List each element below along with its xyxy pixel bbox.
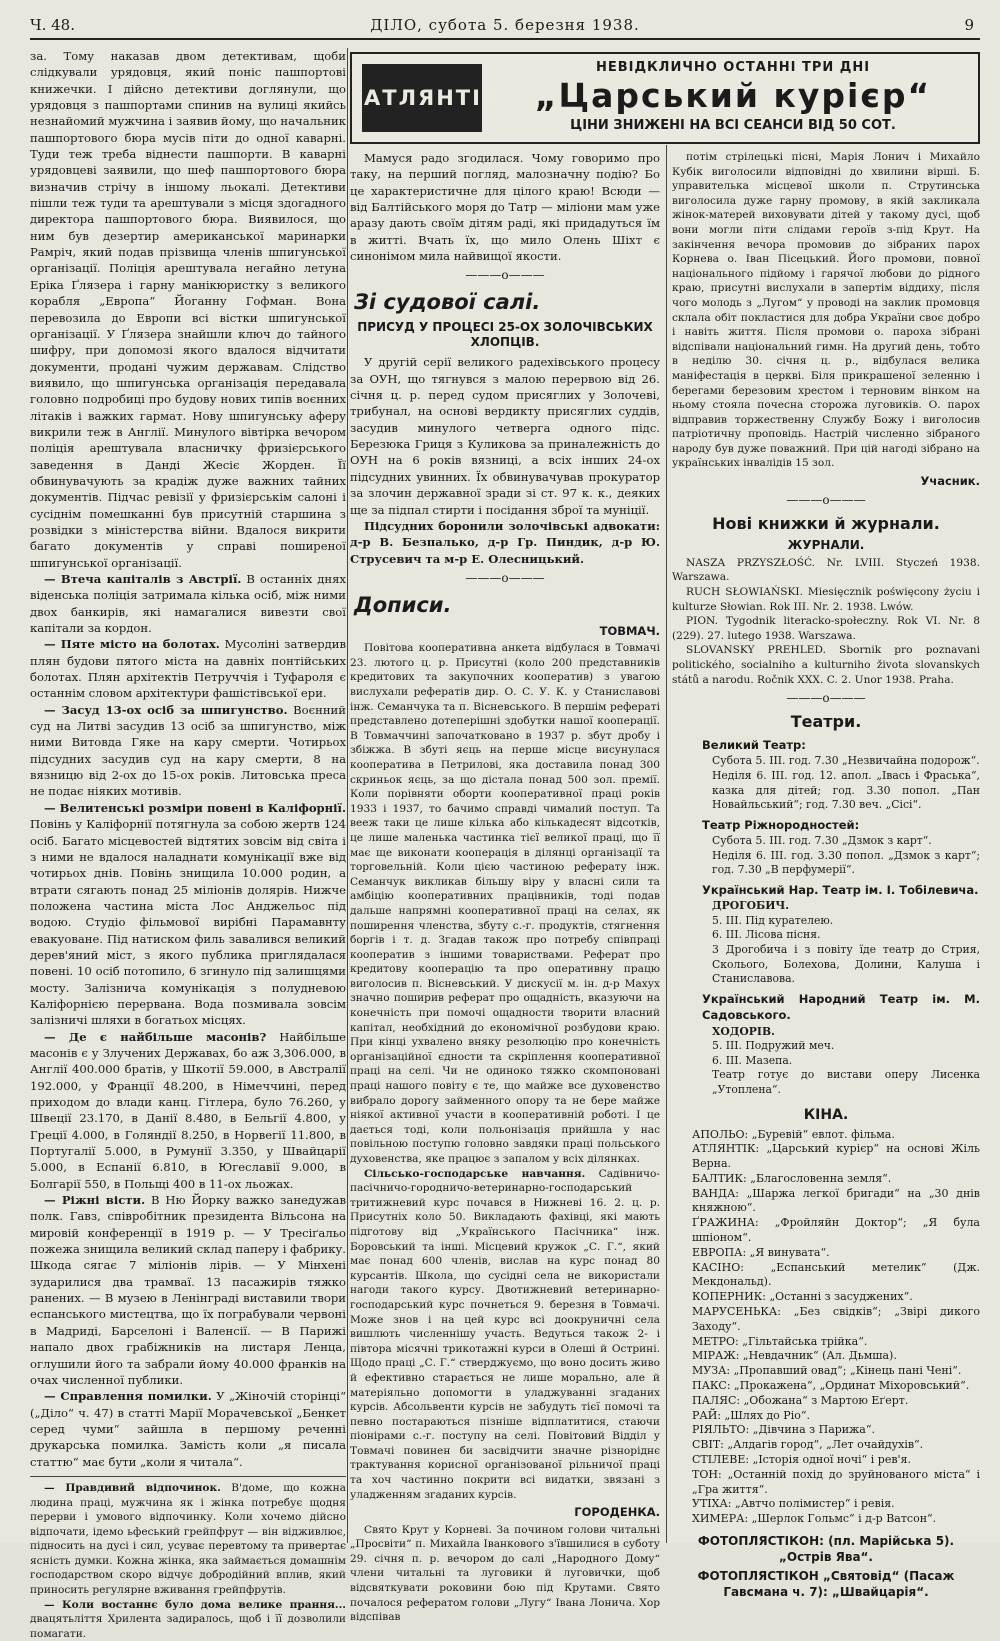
journals-heading: ЖУРНАЛИ. xyxy=(787,538,865,553)
ad-divider xyxy=(30,1476,346,1477)
news-item xyxy=(30,702,346,800)
cinema-ad xyxy=(350,52,980,144)
cinema-entry: МІРАЖ: „Невдачник“ (Ал. Дьмша). xyxy=(692,1349,897,1363)
news-headline: — Де є найбільше масонів? xyxy=(44,1029,267,1044)
cinema-entry: УТІХА: „Автчо полімистер“ і ревія. xyxy=(692,1497,895,1511)
cinema-entry: КОПЕРНИК: „Останні з засуджених“. xyxy=(692,1290,913,1304)
cinema-entry: ЕВРОПА: „Я винувата“. xyxy=(692,1245,830,1259)
news-headline: — Велитенські розміри повені в Каліфорнії. xyxy=(44,800,346,815)
theatre-line: Театр готує до вистави оперу Лисенка „Утоплена“. xyxy=(712,1068,980,1096)
page-header xyxy=(30,14,980,40)
theatre-name: Театр Ріжнородностей: xyxy=(702,817,860,832)
cinema-entry: КАСІНО: „Еспанський метелик“ (Дж. Мекдональд). xyxy=(692,1260,980,1289)
column-1 xyxy=(30,48,347,1640)
theatre-line: Субота 5. ІІІ. год. 7.30 „Дзмок з карт“. xyxy=(712,834,932,848)
news-headline: — Ріжні вісти. xyxy=(44,1193,146,1208)
news-text: Повінь у Каліфорнії потягнула за собою жертв 124 осіб. Багато місцевостей відтятих зовсім від світа і з ними не вдалося наладнати комунікації вже від чотирьох днів. Повінь знищила 10.000 родин, а втрати сягають понад 25 міліонів долярів. Нижче положена частина міста Лос Анджельос під водою. Студіо фільмової вирібні Парамавнту евакуоване. Під натиском филь завалився великий дерев'яний міст, з якого публика приглядалася повені. 10 осіб потопило, 6 згинуло під залишцями мосту. Залізнича комунікація з полудневою Каліфорнією перервана. Вода позмивала зовсім залізничі шляхи в богатьох місцях. xyxy=(30,817,346,1028)
news-item xyxy=(30,571,346,636)
theatre-line: Неділя 6. ІІІ. год. 12. апол. „Івась і Фраська“, казка для дітей; год. 3.30 попол. „Пан Новайльський“; год. 7.30 веч. „Сісі“. xyxy=(712,769,980,812)
journal-entry: SLOVANSKY PREHLED. Sbornik pro poznavani politického, socialniho a kulturniho života slovanskych států a narodu. Ročnik XXX. C. 2. Unor 1938. Praha. xyxy=(672,644,980,686)
theatre-line: Субота 5. ІІІ. год. 7.30 „Незвичайна подорож“. xyxy=(712,754,980,768)
news-item xyxy=(30,1029,346,1192)
news-headline: — Втеча капіталів з Австрії. xyxy=(44,572,242,586)
cinema-entry: МЕТРО: „Гільтайська трійка“. xyxy=(692,1334,868,1348)
page-number: 9 xyxy=(964,16,974,34)
column-divider xyxy=(666,145,667,1543)
news-headline: — Правдивий відпочинок. xyxy=(44,1481,221,1494)
section-separator: ———o——— xyxy=(465,570,545,585)
cinema-entry: РАЙ: „Шлях до Ріо“. xyxy=(692,1408,810,1422)
court-section-heading: Зі судової салі. xyxy=(354,290,541,315)
books-heading: Нові книжки й журнали. xyxy=(712,514,940,534)
cinema-entry: АТЛЯНТІК: „Царський курієр“ на основі Жіль Верна. xyxy=(692,1142,980,1171)
news-item xyxy=(30,1388,346,1470)
cinema-entry: СТІЛЕВЕ: „Історія одної ночі“ і рев'я. xyxy=(692,1453,911,1467)
news-text: У „Жіночій сторінці“ („Діло“ ч. 47) в статті Марії Морачевської „Бенкет серед чуми“ зайшла в першому реченні друкарська помилка. Замість коли „я писала статтю“ має бути „коли я читала“. xyxy=(30,1389,346,1469)
news-text: Мусоліні затвердив плян будови пятого міста на давніх понтійських болотах. Плян архітектів Петруччія і Туфароля є останнім словом архітектури фашістівської ери. xyxy=(30,637,347,701)
theatre-line: 3 Дрогобича і з повіту їде театр до Стрия, Сколього, Болехова, Долини, Калуша і Станиславова. xyxy=(712,943,980,986)
cinema-entry: ТОН: „Останній похід до зруйнованого міста“ і „Гра життя“. xyxy=(692,1467,980,1496)
theatres-heading: Театри. xyxy=(790,712,862,732)
cinema-entry: ҐРАЖИНА: „Фройляйн Доктор“; „Я була шпіоном“. xyxy=(692,1216,980,1245)
column-2 xyxy=(350,150,661,1624)
news-item xyxy=(30,1192,346,1388)
fotoplastikon-listing: ФОТОПЛЯСТІКОН „Святовід“ (Пасаж Гавсмана ч. 7): „Швайцарія“. xyxy=(697,1568,955,1600)
theatre-name: Український Нар. Театр ім. І. Тобілевича. xyxy=(702,882,979,897)
theatre-line: 6. ІІІ. Лісова пісня. xyxy=(712,928,821,942)
section-separator: ———o——— xyxy=(786,493,866,508)
article-paragraph: за. Тому наказав двом детективам, щоби слідкували урядовця, який поніс пашпортові книжечки. І дійсно детективи доглянули, що урядовця з пашпортами спинив на вулиці якийсь незнайомий мужчина і заявив йому, що начальник пашпортового бюра мусів піти до одної каварні. Туди теж треба віднести пашпорти. В каварні урядовцеві заявили, що шеф пашпортового бюра визначив стрічу в іншому льокалі. Детективи пішли теж туди та арештували з місця здогадного директора пашпортового бюра. Виявилося, що ним був дезертир американської маринарки Рамріч, який подав прізвища членів шпигунської організації. Поліція арештувала негайно летуна Еріка Ґлязера і гарну манікюристку з великого корабля „Европа“ Йоганну Гофман. Вона перевозила до Европи всі вістки шпигунської організації. У Ґлязера знайшли ключ до тайного шифру, при допомозі якого вдалося відчитати документи, продані чужим державам. Слідство виявило, що шпигунська організація передавала головно подробиці про будову нових типів воєнних літаків і важких гармат. Нову шпигунську аферу викрили теж в Англії. Минулого вівтірка вечором поліція арештувала власничку фризієрського заведення в Данді Жесіє Жорден. Її обвинувачують за крадіж дуже важних тайних документів. Підчас ревізії у фризієрськім салоні і сусіднім помешканні був присутній старшина з розвідки з міністерства війни. Вдалося викрити багато документів у справі поширеної шпигунської організації. xyxy=(30,49,347,570)
advertorial xyxy=(30,1598,346,1641)
ad-prices: ЦІНИ ЗНИЖЕНІ НА ВСІ СЕАНСИ ВІД 50 СОТ. xyxy=(570,118,896,133)
cinema-entry: ПАЛЯС: „Обожана“ з Мартою Еґерт. xyxy=(692,1393,909,1407)
newspaper-title: ДІЛО, субота 5. березня 1938. xyxy=(370,16,640,34)
article-paragraph: Повітова кооперативна анкета відбулася в Товмачі 23. лютого ц. р. Присутні (коло 200 представників кредитових та закупочних кооператив) з увагою вислухали рефератів дир. О. С. У. К. у Станиславові інж. Семанчука та п. Вісневського. В першім рефераті представлено дотеперішні здобутки нашої кооперації. В Товмаччині започатковано в 1937 р. збут дробу і збіжжа. В збуті яєць на перше місце висунулася кооператива в Петрилові, яка доставила понад 300 скриньок яєць, за що дістала понад 500 зол. премії. Коли порівняти оборти кооперативної праці років 1933 і 1937, то бачимо справді чималий поступ. Та вееж таки це лише кілька або кількадесят відсотків, це лише маленька частинка тієї великої праці, що її має ще виконати кооперація в ділянці організації та торговельній. Коли цією частиною реферату інж. Семанчук викликав більшу віру у власні сили та амбіцію кооперативних працівників, тоді подав дальше напрямні кооперативної праці на селах, як поширення членства, збуту с.-г. продуктів, стягнення боргів і т. д. Згадав також про потребу співпраці кооператив з іншими товариствами. Реферат про кредитову кооперацію та про оперативну працю виголосив п. Вісневський. У дискусії м. ін. д-р Махух значно поширив реферат про ощадність, вказуючи на конечність при помочі ощадности творити власний капітал, необхідний до економічної розбудови краю. При кінці ухвалено вняку резолюцію про конечність організаційної єдности та скріплення кооперативної праці на селі. Чи не одиноко тяжко скомпоновані праці нашого повіту є те, що майже все духовенство вибрало дорогу займенного опору та не бере майже ніякої активної участи в кооперативній роботі. І це дається тоді, коли польонізація прийшла у нас повільною поступю головно завдяки праці польського духовенства, яке працює з запалом у всіх ділянках. xyxy=(350,642,660,1165)
dateline: ГОРОДЕНКА. xyxy=(574,1505,660,1520)
cinema-entry: РІЯЛЬТО: „Дівчина з Парижа“. xyxy=(692,1423,875,1437)
news-text: двацятьліття Хрилента задиралось, щоб і її дозволили помагати. xyxy=(30,1613,346,1640)
news-headline: — Пяте місто на болотах. xyxy=(44,637,220,652)
news-text: В останніх днях віденська поліція затримала кілька осіб, між ними двох банкирів, які намагалися вивезти свої капітали за кордон. xyxy=(30,572,347,636)
journal-entry: RUCH SŁOWIAŃSKI. Miesięcznik poświęcony życiu i kulturze Słowian. Rok III. Nr. 2. 1938. Lwów. xyxy=(672,585,980,613)
article-signature: Учасник. xyxy=(920,474,980,489)
cinema-brand: АТЛЯНТІК xyxy=(362,64,482,132)
dateline: ТОВМАЧ. xyxy=(599,623,660,638)
article-paragraph: Свято Крут у Корневі. За почином голови читальні „Просвіти“ п. Михайла Іванкового з'ївшилися в суботу 29. січня п. р. вечором до салі „Народного Дому“ члени читальні та луговики й луговички, щоб відсвяткувати роковини бою під Крутами. Свято почалося рефератом голови „Лугу“ Івана Лонича. Хор відспівав xyxy=(350,1523,660,1624)
news-text: Найбільше масонів є у Злучених Державах, бо аж 3,306.000, в Англії 400.000 братів, у Шкотії 59.000, в Австралії 192.000, у Франції 48.200, в Німеччині, перед приходом до влади канц. Гітлера, було 76.260, у Швеції 23.170, в Данії 8.480, в Бельгії 4.800, у Греції 4.000, в Голяндії 8.250, в Норвегії 11.800, в Португалії 5.000, в Румунії 3.350, у Швайцарії 5.000, в Еспанії 6.810, в Югеславії 9.000, в Болгарії 550, в Польщі 400 в 11-ох льожах. xyxy=(30,1029,346,1191)
cinema-list xyxy=(672,1128,980,1528)
section-separator: ———o——— xyxy=(465,268,545,283)
theatre-line: 5. ІІІ. Під куратeлею. xyxy=(712,913,834,927)
column-divider xyxy=(347,48,348,1543)
cinema-entry: БАЛТИК: „Благословенна земля“. xyxy=(692,1171,892,1185)
article-paragraph: Підсудних боронили золочівські адвокати: д-р В. Безпалько, д-р Гр. Пиндик, д-р Ю. Струсевич та м-р Е. Олесницький. xyxy=(350,518,660,566)
theatre-city: ДРОГОБИЧ. xyxy=(712,899,790,913)
news-headline: — Справлення помилки. xyxy=(44,1389,212,1404)
paragraph-heading: Сільсько-господарське навчання. xyxy=(364,1167,586,1180)
issue-number: Ч. 48. xyxy=(30,16,75,34)
theatre-line: 5. ІІІ. Подружий меч. xyxy=(712,1039,835,1053)
article-paragraph: Мамуся радо згодилася. Чому говоримо про таку, на перший погляд, малозначну подію? Бо це характеристичне для цілого краю! Всюди — від Балтійського моря до Татр — міліони мам уже аразу дають своїм дітям раді, які придадуться їм в житті. Вчать їх, що мило Олень Шіхт є синонімом мила найвищої якости. xyxy=(350,151,660,264)
section-separator: ———o——— xyxy=(786,691,866,706)
correspondence-heading: Дописи. xyxy=(354,592,452,617)
cinema-entry: МАРУСЕНЬКА: „Без свідків“; „Звірі дикого Заходу“. xyxy=(692,1305,980,1333)
cinema-entry: ПАКС: „Прокажена“, „Ординат Міхоровський“. xyxy=(692,1379,970,1393)
news-item xyxy=(30,800,346,1029)
cinema-entry: СВІТ: „Алдагів город“, „Лет очайдухів“. xyxy=(692,1438,924,1452)
journal-entry: PION. Tygodnik literacko-społeczny. Rok VI. Nr. 8 (229). 27. lutego 1938. Warszawa. xyxy=(672,615,980,642)
column-3 xyxy=(672,150,980,1600)
cinema-entry: ХИМЕРА: „Шерлок Гольмс“ і д-р Ватсон“. xyxy=(692,1512,937,1526)
article-paragraph: потім стрілецькі пісні, Марія Лонич і Михайло Кубік виголосили відповідні до хвилини вірші. Б. управителька місцевої школи п. Струтинська виголосила дуже гарну промову, в якій закликала жінок-матерей виховувати дітей у такому дусі, щоб вони могли піти слідами героїв з-під Крут. На закінчення вечора промовив до зібраних парох Корнева о. Іван Пісецький. Його промови, повної національного підйому і гарячої любови до рідного краю, присутні вислухали в запертім віддиху, після чого молодь з „Лугом“ у проводі на заклик промовця склала обіт покластися для добра України своє добро і навіть життя. Після промови о. пароха зібрані відспівали національний гимн. На другий день, тобто в неділю 30. січня ц. р., відбулася велика маніфестація в церкві. Біля прикрашеної зеленню і берегами березовим хрестом і терновим вінком на ньому стояла почесна сторожа луговиків. О. парох відправив торжественну Службу Божу і виголосив патріотичну проповідь. Настрій численно зібраного народу був дуже поважний. При цій нагоді зібрано на українських інвалідів 15 зол. xyxy=(672,151,980,470)
news-headline: — Коли востаннє було дома велике прання... xyxy=(44,1598,346,1611)
article-paragraph xyxy=(350,1167,660,1503)
news-text: В'доме, що кожна людина праці, мужчина як і жінка потребує щодня перерви і умового відпочинку. Коли хочемо дійсно відпочати, ідемо ьфеський грейпфрут — він відживлює, підносить на дусі і сил, усуває перевтому та привертає ясність думки. Кожна жінка, яка займається домашнім господарством скоро відчує добродійний вплив, який приносить регулярне вживання грейпфрутів. xyxy=(30,1481,346,1597)
article-paragraph: У другій серії великого радехівського процесу за ОУН, що тягнувся з малою перервою від 26. січня ц. р. перед судом присяглих у Золочеві, трибунал, на основі вердикту присяглих суддів, засудив минулого четверга одного підс. Березюка Гриця з Куликова за приналежність до ОУН на 6 років вязниці, а всіх інших 24-ох підсудних увинних. Їх обвинувачував прокуратор за злочин державної зради зі ст. 97 к. к., деяких ще за підпал стирти і посідання зброї та муніції. xyxy=(350,355,660,517)
news-text: В Ню Йорку важко занедужав полк. Гавз, співробітник президента Вільсона на мировій конференції в 1919 р. — У Тресіґальо пожежа знищила великий склад паперу і фабрику. Шкода сягає 7 міліонів лірів. — У Мінхені зударилися два трамваї. 13 пасажирів тяжко ранених. — В музею в Ленінграді виставили твори еспанського мистецтва, що їх пограбували червоні в Мадриді, Барселоні і Валенсії. — В Парижі напало двох грабіжників на листаря Ленца, оглушили його та забрали йому 40.000 франків на очах численної публики. xyxy=(30,1193,346,1387)
cinema-entry: МУЗА: „Пропавший овад“; „Кінець пані Чені“. xyxy=(692,1364,962,1378)
cinemas-heading: КІНА. xyxy=(803,1106,849,1123)
theatre-city: ХОДОРІВ. xyxy=(712,1024,775,1038)
news-text: Воєнний суд на Литві засудив 13 осіб за шпигунство, між ними Витовда Гяке на кару смерти. Чотирьох підсудних засудив суд на кару смерти, 8 на вязницю від 2-ох до 15-ох років. Литовська преса не подає ніяких мотивів. xyxy=(30,702,346,799)
cinema-entry: АПОЛЬО: „Буревій“ евлот. фільма. xyxy=(692,1127,895,1141)
news-item xyxy=(30,636,346,701)
ad-film-title: „Царський курієр“ xyxy=(534,76,932,115)
theatre-name: Великий Театр: xyxy=(702,738,806,753)
ad-topline: НЕВІДКЛИЧНО ОСТАННІ ТРИ ДНІ xyxy=(595,60,871,75)
theatre-line: Неділя 6. ІІІ. год. 3.30 попол. „Дзмок з карт“; год. 7.30 „В перфумерії“. xyxy=(712,848,980,877)
theatre-line: 6. ІІІ. Мазепа. xyxy=(712,1053,793,1067)
advertorial xyxy=(30,1481,346,1598)
cinema-entry: ВАНДА: „Шаржа легкої бригади“ на „30 днів княжною“. xyxy=(692,1186,980,1215)
paragraph-text: Садівничо-пасічничо-городничо-ветеринарно-господарський тритижневий курс почався в Нижневі 16. 2. ц. р. Присутніх коло 50. Викладають фахівці, які мають підготову від „Українського Пасічника“ інж. Боровський та інші. Місцевий кружок „С. Г.“, який має понад 600 членів, вислав на курс понад 80 курсантів. Школа, що сусідні села не використали нагоди такого курсу. Двотижневий ветеринарно-господарський курс почнеться 9. березня в Товмачі. Може знов і на цей курс всі доокруничні села вишлють численнішу участь. Ведуться також 2- і півтора місячні трикотажні курси в Олеші й Острині. Щодо праці „С. Г.“ стверджуємо, що воно досить живо й ефективно старається не лише морально, але й матеріяльно допомогти в уладжуванні згаданих курсів. Абсольвенти курсів не забудуть тієї помочі та певно постараються пізніше відплатитися, стаючи піонірами с.-г. поступу на селі. Повітовий Відділ у Товмачі повинен би засвідчити значне різноріднє трактування корисної організованої рільничої праці та хоч частинно покрити всі видатки, звязані з уладженням згаданих курсів. xyxy=(350,1167,661,1501)
court-subheading: ПРИСУД У ПРОЦЕСІ 25-ОХ ЗОЛОЧІВСЬКИХ ХЛОПЦІВ. xyxy=(357,320,653,350)
theatre-name: Український Народний Театр ім. М. Садовського. xyxy=(702,991,980,1023)
journal-entry: NASZA PRZYSZŁOŚĆ. Nr. LVIII. Styczeń 1938. Warszawa. xyxy=(672,556,980,584)
news-headline: — Засуд 13-ох осіб за шпигунство. xyxy=(44,702,288,717)
fotoplastikon-listing: ФОТОПЛЯСТІКОН: (пл. Марійська 5). „Острів Ява“. xyxy=(697,1534,955,1565)
